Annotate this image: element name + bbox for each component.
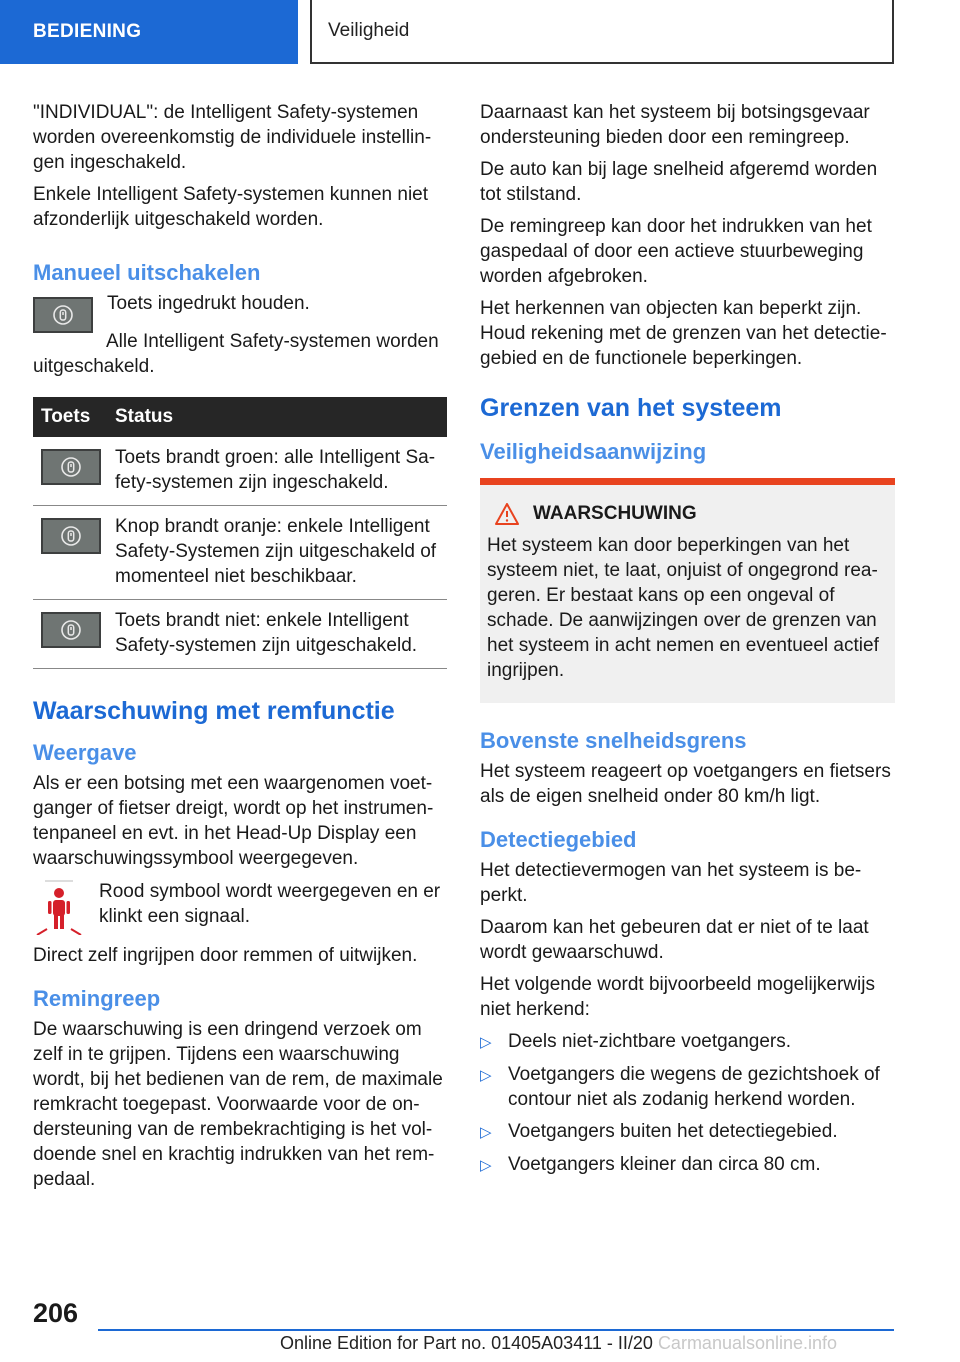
footer-divider — [98, 1329, 894, 1331]
heading-brake-intervention: Remingreep — [33, 986, 161, 1011]
heading-display: Weergave — [33, 740, 137, 765]
warning-triangle-icon — [495, 503, 519, 525]
paragraph: Het systeem reageert op voetgangers en fietsers als de eigen snelheid onder 80 km/h ligt. — [480, 761, 891, 807]
triangle-bullet-icon: ▷ — [480, 1157, 492, 1174]
list-item: ▷ Voetgangers die wegens de gezichtshoek of contour niet als zodanig herkend worden. — [480, 1064, 880, 1110]
table-cell: Toets brandt niet: enkele Intelligent Safety-systemen zijn uitgeschakeld. — [107, 600, 447, 669]
chapter-header — [310, 0, 894, 64]
heading-speed-limit: Bovenste snelheidsgrens — [480, 728, 747, 753]
paragraph: Daarom kan het gebeuren dat er niet of te laat wordt gewaarschuwd. — [480, 917, 869, 963]
heading-safety-note: Veiligheidsaanwijzing — [480, 439, 707, 464]
bullet-list — [480, 1029, 895, 1178]
paragraph: Alle Intelligent Safety-systemen worden uitgeschakeld. — [33, 331, 439, 377]
list-item: ▷ Deels niet-zichtbare voetgangers. — [480, 1029, 895, 1055]
paragraph: Het volgende wordt bijvoorbeeld mogelijkerwijs niet herkend: — [480, 974, 875, 1020]
heading-detection-area: Detectiegebied — [480, 827, 637, 852]
safety-button-off-icon — [41, 612, 101, 648]
table-header-key: Toets — [33, 397, 107, 437]
paragraph: Enkele Intelligent Safety-systemen kunnen niet afzonderlijk uitgeschakeld worden. — [33, 184, 429, 230]
footer-text — [280, 1333, 837, 1354]
triangle-bullet-icon: ▷ — [480, 1124, 492, 1141]
paragraph: De waarschuwing is een dringend verzoek om zelf in te grijpen. Tijdens een waarschuwing wordt, bij het bedienen van de rem, de maximale remkracht toegepast. Voorwaarde voor de ondersteuning van de rembekrachtiging is het voldoende snel en krachtig indrukken van het rempedaal. — [33, 1019, 443, 1190]
table-cell: Knop brandt oranje: enkele Intelligent Safety-Systemen zijn uitgeschakeld of momenteel niet beschikbaar. — [107, 506, 447, 600]
list-item: ▷ Voetgangers kleiner dan circa 80 cm. — [480, 1152, 895, 1178]
safety-button-icon — [33, 297, 93, 333]
status-table — [33, 397, 447, 669]
manual-off-block — [33, 291, 447, 333]
heading-manual-off: Manueel uitschakelen — [33, 260, 261, 285]
warning-box — [480, 478, 895, 703]
triangle-bullet-icon: ▷ — [480, 1034, 492, 1051]
page-number: 206 — [33, 1298, 79, 1328]
edition-text: Online Edition for Part no. 01405A03411 - II/20 — [280, 1333, 653, 1353]
warning-text: Het systeem kan door beperkingen van het systeem niet, te laat, onjuist of ongegrond reageren. Er bestaat kans op een ongeval of schade. De aanwijzingen over de grenzen van het systeem in acht nemen en eventueel actief ingrijpen. — [487, 535, 879, 681]
heading-warning-brake: Waarschuwing met remfunctie — [33, 697, 395, 725]
heading-system-limits: Grenzen van het systeem — [480, 394, 782, 422]
paragraph: De remingreep kan door het indrukken van het gaspedaal of door een actieve stuurbeweging worden afgebroken. — [480, 216, 872, 287]
table-row — [33, 506, 447, 600]
section-title: BEDIENING — [33, 21, 142, 42]
chapter-title: Veiligheid — [328, 20, 410, 41]
paragraph: De auto kan bij lage snelheid afgeremd worden tot stilstand. — [480, 159, 878, 205]
table-row — [33, 600, 447, 669]
watermark: Carmanualsonline.info — [657, 1333, 838, 1353]
right-column — [480, 100, 895, 1185]
safety-button-orange-icon — [41, 518, 101, 554]
section-tab — [0, 0, 298, 64]
paragraph: Daarnaast kan het systeem bij botsingsgevaar ondersteuning bieden door een remingreep. — [480, 102, 870, 148]
paragraph: Het herkennen van objecten kan beperkt zijn. Houd rekening met de grenzen van het detectiegebied en de functionele beperkingen. — [480, 298, 887, 369]
red-symbol-block — [33, 879, 447, 935]
table-cell: Toets brandt groen: alle Intelligent Safety-systemen zijn ingeschakeld. — [107, 437, 447, 506]
list-item: ▷ Voetgangers buiten het detectiegebied. — [480, 1119, 895, 1145]
table-header-status: Status — [107, 397, 447, 437]
paragraph: Rood symbool wordt weergegeven en er klinkt een signaal. — [99, 881, 441, 927]
safety-button-green-icon — [41, 449, 101, 485]
table-row — [33, 437, 447, 506]
paragraph: Het detectievermogen van het systeem is beperkt. — [480, 860, 862, 906]
warning-title: WAARSCHUWING — [533, 503, 697, 524]
paragraph: Als er een botsing met een waargenomen voetganger of fietser dreigt, wordt op het instrumentenpaneel en evt. in het Head-Up Display een waarschuwingssymbool weergegeven. — [33, 773, 434, 869]
triangle-bullet-icon: ▷ — [480, 1067, 492, 1084]
pedestrian-warning-icon — [33, 879, 85, 935]
paragraph: Toets ingedrukt houden. — [107, 293, 310, 314]
paragraph: Direct zelf ingrijpen door remmen of uitwijken. — [33, 945, 418, 966]
paragraph: "INDIVIDUAL": de Intelligent Safety-systemen worden overeenkomstig de individuele instellingen ingeschakeld. — [33, 102, 432, 173]
left-column — [33, 100, 447, 1199]
